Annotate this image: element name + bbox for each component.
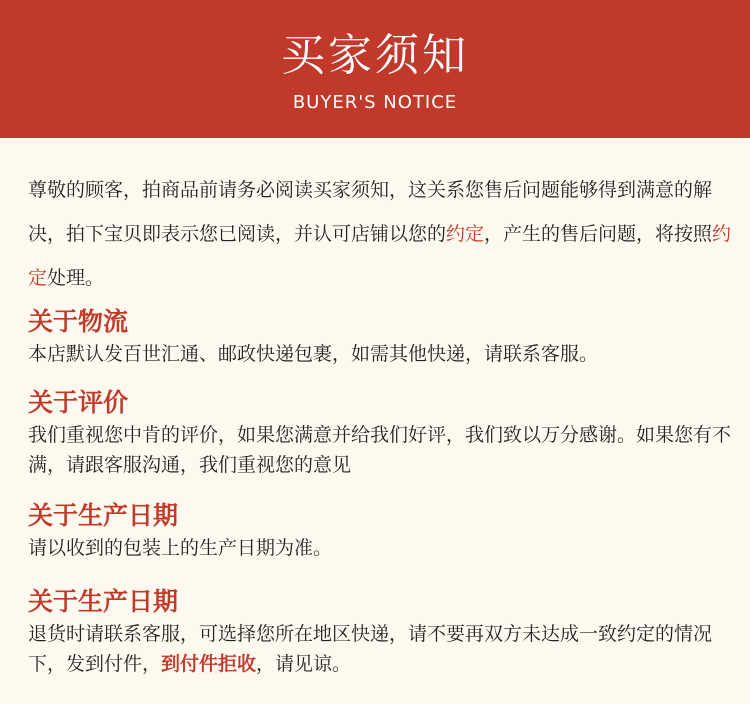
intro-paragraph [28,168,733,300]
section-title-logistics: 关于物流 [28,307,129,336]
intro-text-1: 尊敬的顾客，拍商品前请务必阅读买家须知，这关系您售后问题能够得到满意的解决，拍下宝贝即表示您已阅读，并认可店铺以您的 [28,179,713,245]
banner-subtitle: BUYER'S NOTICE [292,92,458,113]
intro-highlight-agreement-2: 约定 [28,223,732,289]
returns-highlight-refuse-cod: 到付件拒收 [161,653,257,675]
section-body-reviews: 我们重视您中肯的评价，如果您满意并给我们好评，我们致以万分感谢。如果您有不满，请跟客服沟通，我们重视您的意见 [28,424,732,476]
returns-text-2: ，请见谅。 [256,653,352,675]
intro-highlight-agreement: 约定 [446,223,485,245]
header-banner [0,0,750,138]
intro-text-3: 处理。 [47,267,105,289]
section-production-date [28,499,743,563]
section-title-production-date: 关于生产日期 [28,501,179,530]
returns-text-1: 退货时请联系客服，可选择您所在地区快递，请不要再双方未达成一致约定的情况下，发到付件， [28,623,713,675]
banner-title: 买家须知 [281,30,469,81]
section-reviews [28,386,743,480]
intro-text-2: ，产生的售后问题，将按照 [484,223,713,245]
section-body-logistics: 本店默认发百世汇通、邮政快递包裹，如需其他快递，请联系客服。 [28,343,599,365]
section-title-reviews: 关于评价 [28,388,129,417]
section-body-production-date: 请以收到的包装上的生产日期为准。 [28,537,333,559]
section-title-returns: 关于生产日期 [28,587,179,616]
section-body-returns [28,619,743,679]
section-returns [28,585,743,679]
section-logistics [28,305,743,369]
